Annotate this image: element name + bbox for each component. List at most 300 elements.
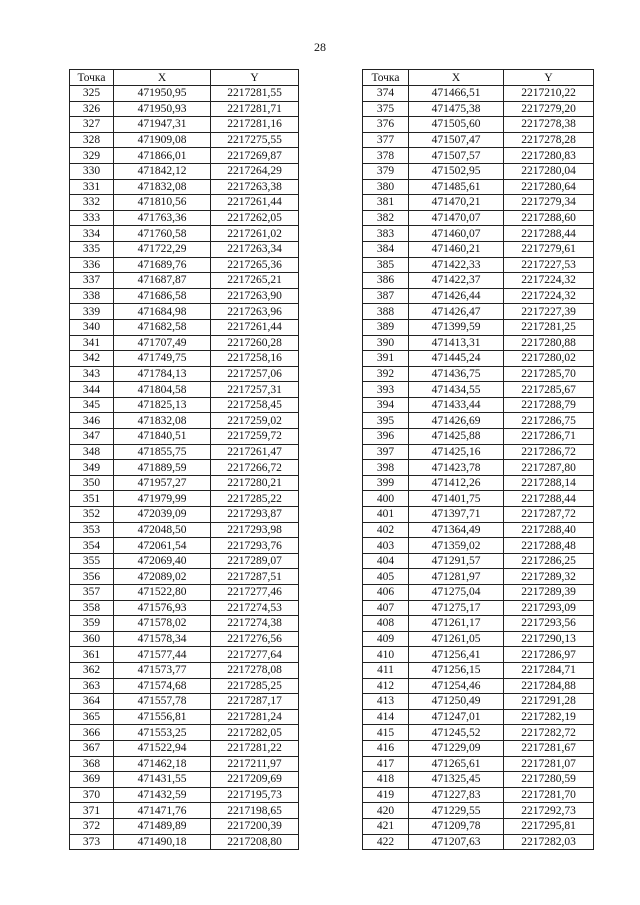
point-number-cell: 407	[363, 600, 409, 616]
point-number-cell: 365	[70, 709, 114, 725]
point-number-cell: 341	[70, 335, 114, 351]
x-coordinate-cell: 471412,26	[409, 475, 504, 491]
point-number-cell: 379	[363, 163, 409, 179]
point-number-cell: 361	[70, 647, 114, 663]
table-row	[70, 818, 299, 834]
x-coordinate-cell: 471434,55	[409, 382, 504, 398]
y-coordinate-cell: 2217289,07	[211, 553, 299, 569]
y-coordinate-cell: 2217275,55	[211, 132, 299, 148]
x-coordinate-cell: 471436,75	[409, 366, 504, 382]
table-row	[363, 475, 594, 491]
table-row	[363, 86, 594, 102]
point-number-cell: 408	[363, 616, 409, 632]
x-coordinate-cell: 471422,37	[409, 273, 504, 289]
y-coordinate-cell: 2217263,90	[211, 288, 299, 304]
x-coordinate-cell: 471909,08	[114, 132, 211, 148]
table-row	[70, 647, 299, 663]
x-coordinate-cell: 472089,02	[114, 569, 211, 585]
point-number-cell: 380	[363, 179, 409, 195]
table-row	[70, 429, 299, 445]
x-coordinate-cell: 471209,78	[409, 818, 504, 834]
x-coordinate-cell: 471325,45	[409, 772, 504, 788]
table-row	[70, 538, 299, 554]
x-coordinate-cell: 471423,78	[409, 460, 504, 476]
x-coordinate-cell: 471578,02	[114, 616, 211, 632]
point-number-cell: 417	[363, 756, 409, 772]
table-row	[70, 366, 299, 382]
point-number-cell: 329	[70, 148, 114, 164]
table-row	[363, 538, 594, 554]
point-number-cell: 358	[70, 600, 114, 616]
y-coordinate-cell: 2217287,51	[211, 569, 299, 585]
x-coordinate-cell: 471490,18	[114, 834, 211, 850]
point-number-cell: 399	[363, 475, 409, 491]
x-coordinate-cell: 471707,49	[114, 335, 211, 351]
x-coordinate-cell: 471557,78	[114, 694, 211, 710]
table-row	[363, 351, 594, 367]
point-number-cell: 368	[70, 756, 114, 772]
x-coordinate-cell: 471466,51	[409, 86, 504, 102]
page-number: 28	[314, 40, 326, 54]
x-coordinate-cell: 471462,18	[114, 756, 211, 772]
table-row	[70, 241, 299, 257]
x-coordinate-cell: 471553,25	[114, 725, 211, 741]
table-row	[363, 553, 594, 569]
point-number-cell: 397	[363, 444, 409, 460]
table-row	[363, 522, 594, 538]
y-coordinate-cell: 2217281,07	[504, 756, 594, 772]
y-coordinate-cell: 2217279,34	[504, 195, 594, 211]
y-coordinate-cell: 2217277,64	[211, 647, 299, 663]
header-y: Y	[211, 70, 299, 86]
y-coordinate-cell: 2217281,24	[211, 709, 299, 725]
point-number-cell: 409	[363, 631, 409, 647]
table-row	[363, 616, 594, 632]
table-row	[70, 756, 299, 772]
point-number-cell: 355	[70, 553, 114, 569]
x-coordinate-cell: 471470,07	[409, 210, 504, 226]
point-number-cell: 364	[70, 694, 114, 710]
y-coordinate-cell: 2217261,02	[211, 226, 299, 242]
y-coordinate-cell: 2217288,48	[504, 538, 594, 554]
table-row	[70, 507, 299, 523]
table-row	[70, 351, 299, 367]
x-coordinate-cell: 471574,68	[114, 678, 211, 694]
y-coordinate-cell: 2217278,28	[504, 132, 594, 148]
x-coordinate-cell: 471247,01	[409, 709, 504, 725]
y-coordinate-cell: 2217265,21	[211, 273, 299, 289]
y-coordinate-cell: 2217195,73	[211, 787, 299, 803]
table-row	[363, 101, 594, 117]
x-coordinate-cell: 471254,46	[409, 678, 504, 694]
table-row	[363, 117, 594, 133]
x-coordinate-cell: 471825,13	[114, 397, 211, 413]
point-number-cell: 387	[363, 288, 409, 304]
y-coordinate-cell: 2217280,83	[504, 148, 594, 164]
y-coordinate-cell: 2217266,72	[211, 460, 299, 476]
point-number-cell: 375	[363, 101, 409, 117]
x-coordinate-cell: 471364,49	[409, 522, 504, 538]
y-coordinate-cell: 2217291,28	[504, 694, 594, 710]
table-row	[70, 335, 299, 351]
table-row	[363, 444, 594, 460]
point-number-cell: 395	[363, 413, 409, 429]
point-number-cell: 366	[70, 725, 114, 741]
table-row	[70, 195, 299, 211]
y-coordinate-cell: 2217288,40	[504, 522, 594, 538]
y-coordinate-cell: 2217257,31	[211, 382, 299, 398]
x-coordinate-cell: 471207,63	[409, 834, 504, 850]
table-row	[363, 288, 594, 304]
y-coordinate-cell: 2217261,47	[211, 444, 299, 460]
y-coordinate-cell: 2217224,32	[504, 273, 594, 289]
x-coordinate-cell: 471832,08	[114, 179, 211, 195]
y-coordinate-cell: 2217285,67	[504, 382, 594, 398]
point-number-cell: 421	[363, 818, 409, 834]
y-coordinate-cell: 2217280,64	[504, 179, 594, 195]
table-row	[363, 585, 594, 601]
y-coordinate-cell: 2217281,71	[211, 101, 299, 117]
y-coordinate-cell: 2217269,87	[211, 148, 299, 164]
table-row	[70, 662, 299, 678]
table-row	[70, 273, 299, 289]
point-number-cell: 396	[363, 429, 409, 445]
y-coordinate-cell: 2217210,22	[504, 86, 594, 102]
x-coordinate-cell: 471401,75	[409, 491, 504, 507]
x-coordinate-cell: 471261,05	[409, 631, 504, 647]
table-row	[363, 772, 594, 788]
point-number-cell: 391	[363, 351, 409, 367]
y-coordinate-cell: 2217263,38	[211, 179, 299, 195]
point-number-cell: 339	[70, 304, 114, 320]
point-number-cell: 390	[363, 335, 409, 351]
table-row	[70, 132, 299, 148]
y-coordinate-cell: 2217258,16	[211, 351, 299, 367]
y-coordinate-cell: 2217279,61	[504, 241, 594, 257]
table-row	[363, 382, 594, 398]
table-row	[70, 678, 299, 694]
point-number-cell: 342	[70, 351, 114, 367]
table-row	[363, 413, 594, 429]
x-coordinate-cell: 471261,17	[409, 616, 504, 632]
y-coordinate-cell: 2217257,06	[211, 366, 299, 382]
table-row	[363, 210, 594, 226]
table-row	[70, 787, 299, 803]
x-coordinate-cell: 471749,75	[114, 351, 211, 367]
x-coordinate-cell: 471426,44	[409, 288, 504, 304]
point-number-cell: 378	[363, 148, 409, 164]
y-coordinate-cell: 2217208,80	[211, 834, 299, 850]
point-number-cell: 388	[363, 304, 409, 320]
table-row	[70, 569, 299, 585]
table-row	[70, 491, 299, 507]
x-coordinate-cell: 471507,47	[409, 132, 504, 148]
x-coordinate-cell: 471413,31	[409, 335, 504, 351]
point-number-cell: 327	[70, 117, 114, 133]
point-number-cell: 331	[70, 179, 114, 195]
table-row	[70, 163, 299, 179]
table-row	[363, 569, 594, 585]
x-coordinate-cell: 471502,95	[409, 163, 504, 179]
table-row	[363, 304, 594, 320]
point-number-cell: 346	[70, 413, 114, 429]
y-coordinate-cell: 2217224,32	[504, 288, 594, 304]
table-row	[70, 553, 299, 569]
point-number-cell: 420	[363, 803, 409, 819]
x-coordinate-cell: 472048,50	[114, 522, 211, 538]
x-coordinate-cell: 471281,97	[409, 569, 504, 585]
table-row	[363, 195, 594, 211]
table-row	[363, 366, 594, 382]
table-row	[363, 725, 594, 741]
point-number-cell: 350	[70, 475, 114, 491]
x-coordinate-cell: 471784,13	[114, 366, 211, 382]
y-coordinate-cell: 2217293,09	[504, 600, 594, 616]
table-row	[70, 117, 299, 133]
point-number-cell: 332	[70, 195, 114, 211]
y-coordinate-cell: 2217282,19	[504, 709, 594, 725]
y-coordinate-cell: 2217259,02	[211, 413, 299, 429]
point-number-cell: 360	[70, 631, 114, 647]
table-row	[363, 740, 594, 756]
point-number-cell: 385	[363, 257, 409, 273]
x-coordinate-cell: 471229,09	[409, 740, 504, 756]
point-number-cell: 354	[70, 538, 114, 554]
y-coordinate-cell: 2217288,14	[504, 475, 594, 491]
header-point: Точка	[70, 70, 114, 86]
y-coordinate-cell: 2217293,56	[504, 616, 594, 632]
table-header-row	[363, 70, 594, 86]
point-number-cell: 338	[70, 288, 114, 304]
x-coordinate-cell: 471840,51	[114, 429, 211, 445]
point-number-cell: 371	[70, 803, 114, 819]
x-coordinate-cell: 471422,33	[409, 257, 504, 273]
x-coordinate-cell: 471866,01	[114, 148, 211, 164]
point-number-cell: 413	[363, 694, 409, 710]
y-coordinate-cell: 2217227,53	[504, 257, 594, 273]
x-coordinate-cell: 471507,57	[409, 148, 504, 164]
table-row	[70, 179, 299, 195]
point-number-cell: 349	[70, 460, 114, 476]
point-number-cell: 353	[70, 522, 114, 538]
x-coordinate-cell: 471522,94	[114, 740, 211, 756]
point-number-cell: 343	[70, 366, 114, 382]
point-number-cell: 373	[70, 834, 114, 850]
y-coordinate-cell: 2217281,25	[504, 319, 594, 335]
y-coordinate-cell: 2217285,25	[211, 678, 299, 694]
y-coordinate-cell: 2217281,70	[504, 787, 594, 803]
x-coordinate-cell: 471576,93	[114, 600, 211, 616]
point-number-cell: 405	[363, 569, 409, 585]
point-number-cell: 333	[70, 210, 114, 226]
y-coordinate-cell: 2217281,22	[211, 740, 299, 756]
point-number-cell: 402	[363, 522, 409, 538]
x-coordinate-cell: 471832,08	[114, 413, 211, 429]
point-number-cell: 416	[363, 740, 409, 756]
table-row	[70, 834, 299, 850]
x-coordinate-cell: 471957,27	[114, 475, 211, 491]
table-row	[363, 600, 594, 616]
x-coordinate-cell: 471722,29	[114, 241, 211, 257]
point-number-cell: 386	[363, 273, 409, 289]
point-number-cell: 412	[363, 678, 409, 694]
y-coordinate-cell: 2217211,97	[211, 756, 299, 772]
point-number-cell: 422	[363, 834, 409, 850]
x-coordinate-cell: 472069,40	[114, 553, 211, 569]
coordinates-table-left	[69, 69, 299, 850]
y-coordinate-cell: 2217285,22	[211, 491, 299, 507]
y-coordinate-cell: 2217293,87	[211, 507, 299, 523]
x-coordinate-cell: 471556,81	[114, 709, 211, 725]
x-coordinate-cell: 471950,95	[114, 86, 211, 102]
y-coordinate-cell: 2217265,36	[211, 257, 299, 273]
x-coordinate-cell: 471426,69	[409, 413, 504, 429]
point-number-cell: 392	[363, 366, 409, 382]
point-number-cell: 348	[70, 444, 114, 460]
y-coordinate-cell: 2217263,34	[211, 241, 299, 257]
x-coordinate-cell: 472061,54	[114, 538, 211, 554]
table-row	[363, 662, 594, 678]
point-number-cell: 410	[363, 647, 409, 663]
y-coordinate-cell: 2217289,39	[504, 585, 594, 601]
x-coordinate-cell: 471684,98	[114, 304, 211, 320]
table-row	[70, 694, 299, 710]
y-coordinate-cell: 2217288,44	[504, 226, 594, 242]
point-number-cell: 383	[363, 226, 409, 242]
y-coordinate-cell: 2217293,76	[211, 538, 299, 554]
x-coordinate-cell: 471425,88	[409, 429, 504, 445]
table-header-row	[70, 70, 299, 86]
x-coordinate-cell: 471475,38	[409, 101, 504, 117]
point-number-cell: 404	[363, 553, 409, 569]
x-coordinate-cell: 471275,17	[409, 600, 504, 616]
y-coordinate-cell: 2217287,72	[504, 507, 594, 523]
x-coordinate-cell: 471245,52	[409, 725, 504, 741]
x-coordinate-cell: 471431,55	[114, 772, 211, 788]
x-coordinate-cell: 471950,93	[114, 101, 211, 117]
point-number-cell: 326	[70, 101, 114, 117]
x-coordinate-cell: 472039,09	[114, 507, 211, 523]
x-coordinate-cell: 471471,76	[114, 803, 211, 819]
y-coordinate-cell: 2217200,39	[211, 818, 299, 834]
y-coordinate-cell: 2217274,38	[211, 616, 299, 632]
y-coordinate-cell: 2217288,60	[504, 210, 594, 226]
x-coordinate-cell: 471229,55	[409, 803, 504, 819]
y-coordinate-cell: 2217261,44	[211, 319, 299, 335]
x-coordinate-cell: 471522,80	[114, 585, 211, 601]
table-row	[363, 460, 594, 476]
y-coordinate-cell: 2217276,56	[211, 631, 299, 647]
table-row	[70, 101, 299, 117]
x-coordinate-cell: 471687,87	[114, 273, 211, 289]
coordinates-table-right	[362, 69, 594, 850]
point-number-cell: 372	[70, 818, 114, 834]
point-number-cell: 340	[70, 319, 114, 335]
y-coordinate-cell: 2217282,03	[504, 834, 594, 850]
point-number-cell: 369	[70, 772, 114, 788]
point-number-cell: 344	[70, 382, 114, 398]
point-number-cell: 345	[70, 397, 114, 413]
header-y: Y	[504, 70, 594, 86]
table-row	[70, 288, 299, 304]
point-number-cell: 374	[363, 86, 409, 102]
point-number-cell: 363	[70, 678, 114, 694]
point-number-cell: 384	[363, 241, 409, 257]
table-row	[70, 803, 299, 819]
x-coordinate-cell: 471842,12	[114, 163, 211, 179]
x-coordinate-cell: 471291,57	[409, 553, 504, 569]
y-coordinate-cell: 2217288,44	[504, 491, 594, 507]
table-row	[363, 319, 594, 335]
point-number-cell: 336	[70, 257, 114, 273]
y-coordinate-cell: 2217284,88	[504, 678, 594, 694]
point-number-cell: 362	[70, 662, 114, 678]
x-coordinate-cell: 471689,76	[114, 257, 211, 273]
point-number-cell: 376	[363, 117, 409, 133]
table-row	[363, 397, 594, 413]
point-number-cell: 347	[70, 429, 114, 445]
y-coordinate-cell: 2217258,45	[211, 397, 299, 413]
x-coordinate-cell: 471433,44	[409, 397, 504, 413]
header-x: X	[409, 70, 504, 86]
y-coordinate-cell: 2217280,02	[504, 351, 594, 367]
point-number-cell: 418	[363, 772, 409, 788]
point-number-cell: 335	[70, 241, 114, 257]
table-row	[70, 257, 299, 273]
table-row	[70, 600, 299, 616]
table-row	[363, 647, 594, 663]
y-coordinate-cell: 2217281,67	[504, 740, 594, 756]
y-coordinate-cell: 2217281,55	[211, 86, 299, 102]
point-number-cell: 377	[363, 132, 409, 148]
point-number-cell: 382	[363, 210, 409, 226]
x-coordinate-cell: 471425,16	[409, 444, 504, 460]
point-number-cell: 357	[70, 585, 114, 601]
table-row	[70, 709, 299, 725]
y-coordinate-cell: 2217278,38	[504, 117, 594, 133]
point-number-cell: 359	[70, 616, 114, 632]
x-coordinate-cell: 471256,15	[409, 662, 504, 678]
x-coordinate-cell: 471947,31	[114, 117, 211, 133]
table-row	[363, 257, 594, 273]
table-row	[70, 631, 299, 647]
table-row	[70, 444, 299, 460]
table-row	[70, 460, 299, 476]
y-coordinate-cell: 2217286,97	[504, 647, 594, 663]
table-row	[70, 397, 299, 413]
x-coordinate-cell: 471577,44	[114, 647, 211, 663]
y-coordinate-cell: 2217280,59	[504, 772, 594, 788]
x-coordinate-cell: 471573,77	[114, 662, 211, 678]
x-coordinate-cell: 471682,58	[114, 319, 211, 335]
table-row	[70, 616, 299, 632]
x-coordinate-cell: 471855,75	[114, 444, 211, 460]
x-coordinate-cell: 471763,36	[114, 210, 211, 226]
table-row	[363, 694, 594, 710]
point-number-cell: 419	[363, 787, 409, 803]
table-row	[70, 304, 299, 320]
point-number-cell: 415	[363, 725, 409, 741]
table-row	[70, 382, 299, 398]
table-row	[70, 86, 299, 102]
y-coordinate-cell: 2217280,21	[211, 475, 299, 491]
point-number-cell: 370	[70, 787, 114, 803]
x-coordinate-cell: 471489,89	[114, 818, 211, 834]
table-row	[363, 148, 594, 164]
y-coordinate-cell: 2217264,29	[211, 163, 299, 179]
y-coordinate-cell: 2217280,88	[504, 335, 594, 351]
point-number-cell: 401	[363, 507, 409, 523]
